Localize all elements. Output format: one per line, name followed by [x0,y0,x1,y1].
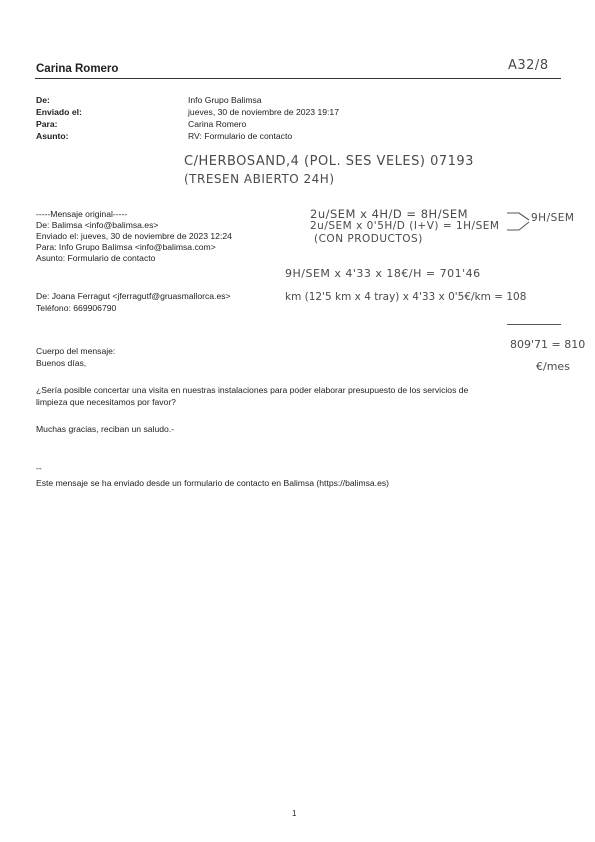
handwritten-calc-total: 9H/SEM [531,212,575,224]
footer-note: Este mensaje se ha enviado desde un formulario de contacto en Balimsa (https://balimsa.es) [36,478,390,488]
subject-label: Asunto: [36,131,69,141]
handwritten-calc-1: 2u/SEM x 4H/D = 8H/SEM [310,207,469,221]
greeting: Buenos días, [36,358,87,368]
header-divider [35,78,561,79]
contact-from: De: Joana Ferragut <jferragutf@gruasmallorca.es> [36,291,231,301]
to-label: Para: [36,119,58,129]
page-number: 1 [292,809,297,818]
request-line-1: ¿Sería posible concertar una visita en nuestras instalaciones para poder elaborar presupuesto de los servicios de [36,385,469,395]
handwritten-calc-6: 809'71 = 810 [510,338,586,351]
body-label: Cuerpo del mensaje: [36,346,116,356]
original-from: De: Balimsa <info@balimsa.es> [36,220,159,230]
subject-value: RV: Formulario de contacto [188,131,293,141]
handwritten-calc-4: 9H/SEM x 4'33 x 18€/H = 701'46 [285,267,481,280]
sent-label: Enviado el: [36,107,82,117]
original-to: Para: Info Grupo Balimsa <info@balimsa.com> [36,242,216,252]
handwritten-calc-6b: €/mes [536,360,570,373]
handwritten-address-line2: (TRESEN ABIERTO 24H) [184,172,335,186]
sent-value: jueves, 30 de noviembre de 2023 19:17 [188,107,339,117]
closing: Muchas gracias, reciban un saludo.- [36,424,175,434]
handwritten-calc-3: (CON PRODUCTOS) [314,233,423,245]
original-subject: Asunto: Formulario de contacto [36,253,156,263]
contact-phone: Teléfono: 669906790 [36,303,117,313]
original-separator: -----Mensaje original----- [36,209,128,219]
handwritten-calc-2: 2u/SEM x 0'5H/D (I+V) = 1H/SEM [310,220,500,232]
from-value: Info Grupo Balimsa [188,95,262,105]
from-label: De: [36,95,50,105]
handwritten-address-line1: C/HERBOSAND,4 (POL. SES VELES) 07193 [184,154,474,169]
original-sent: Enviado el: jueves, 30 de noviembre de 2023 12:24 [36,231,232,241]
handwritten-calc-5: km (12'5 km x 4 tray) x 4'33 x 0'5€/km = 108 [285,291,527,303]
request-line-2: limpieza que necesitamos por favor? [36,397,176,407]
to-value: Carina Romero [188,119,247,129]
sender-name: Carina Romero [36,63,119,75]
signature-separator: -- [36,463,42,473]
calc-underline [507,324,561,325]
document-reference: A32/8 [508,58,549,73]
